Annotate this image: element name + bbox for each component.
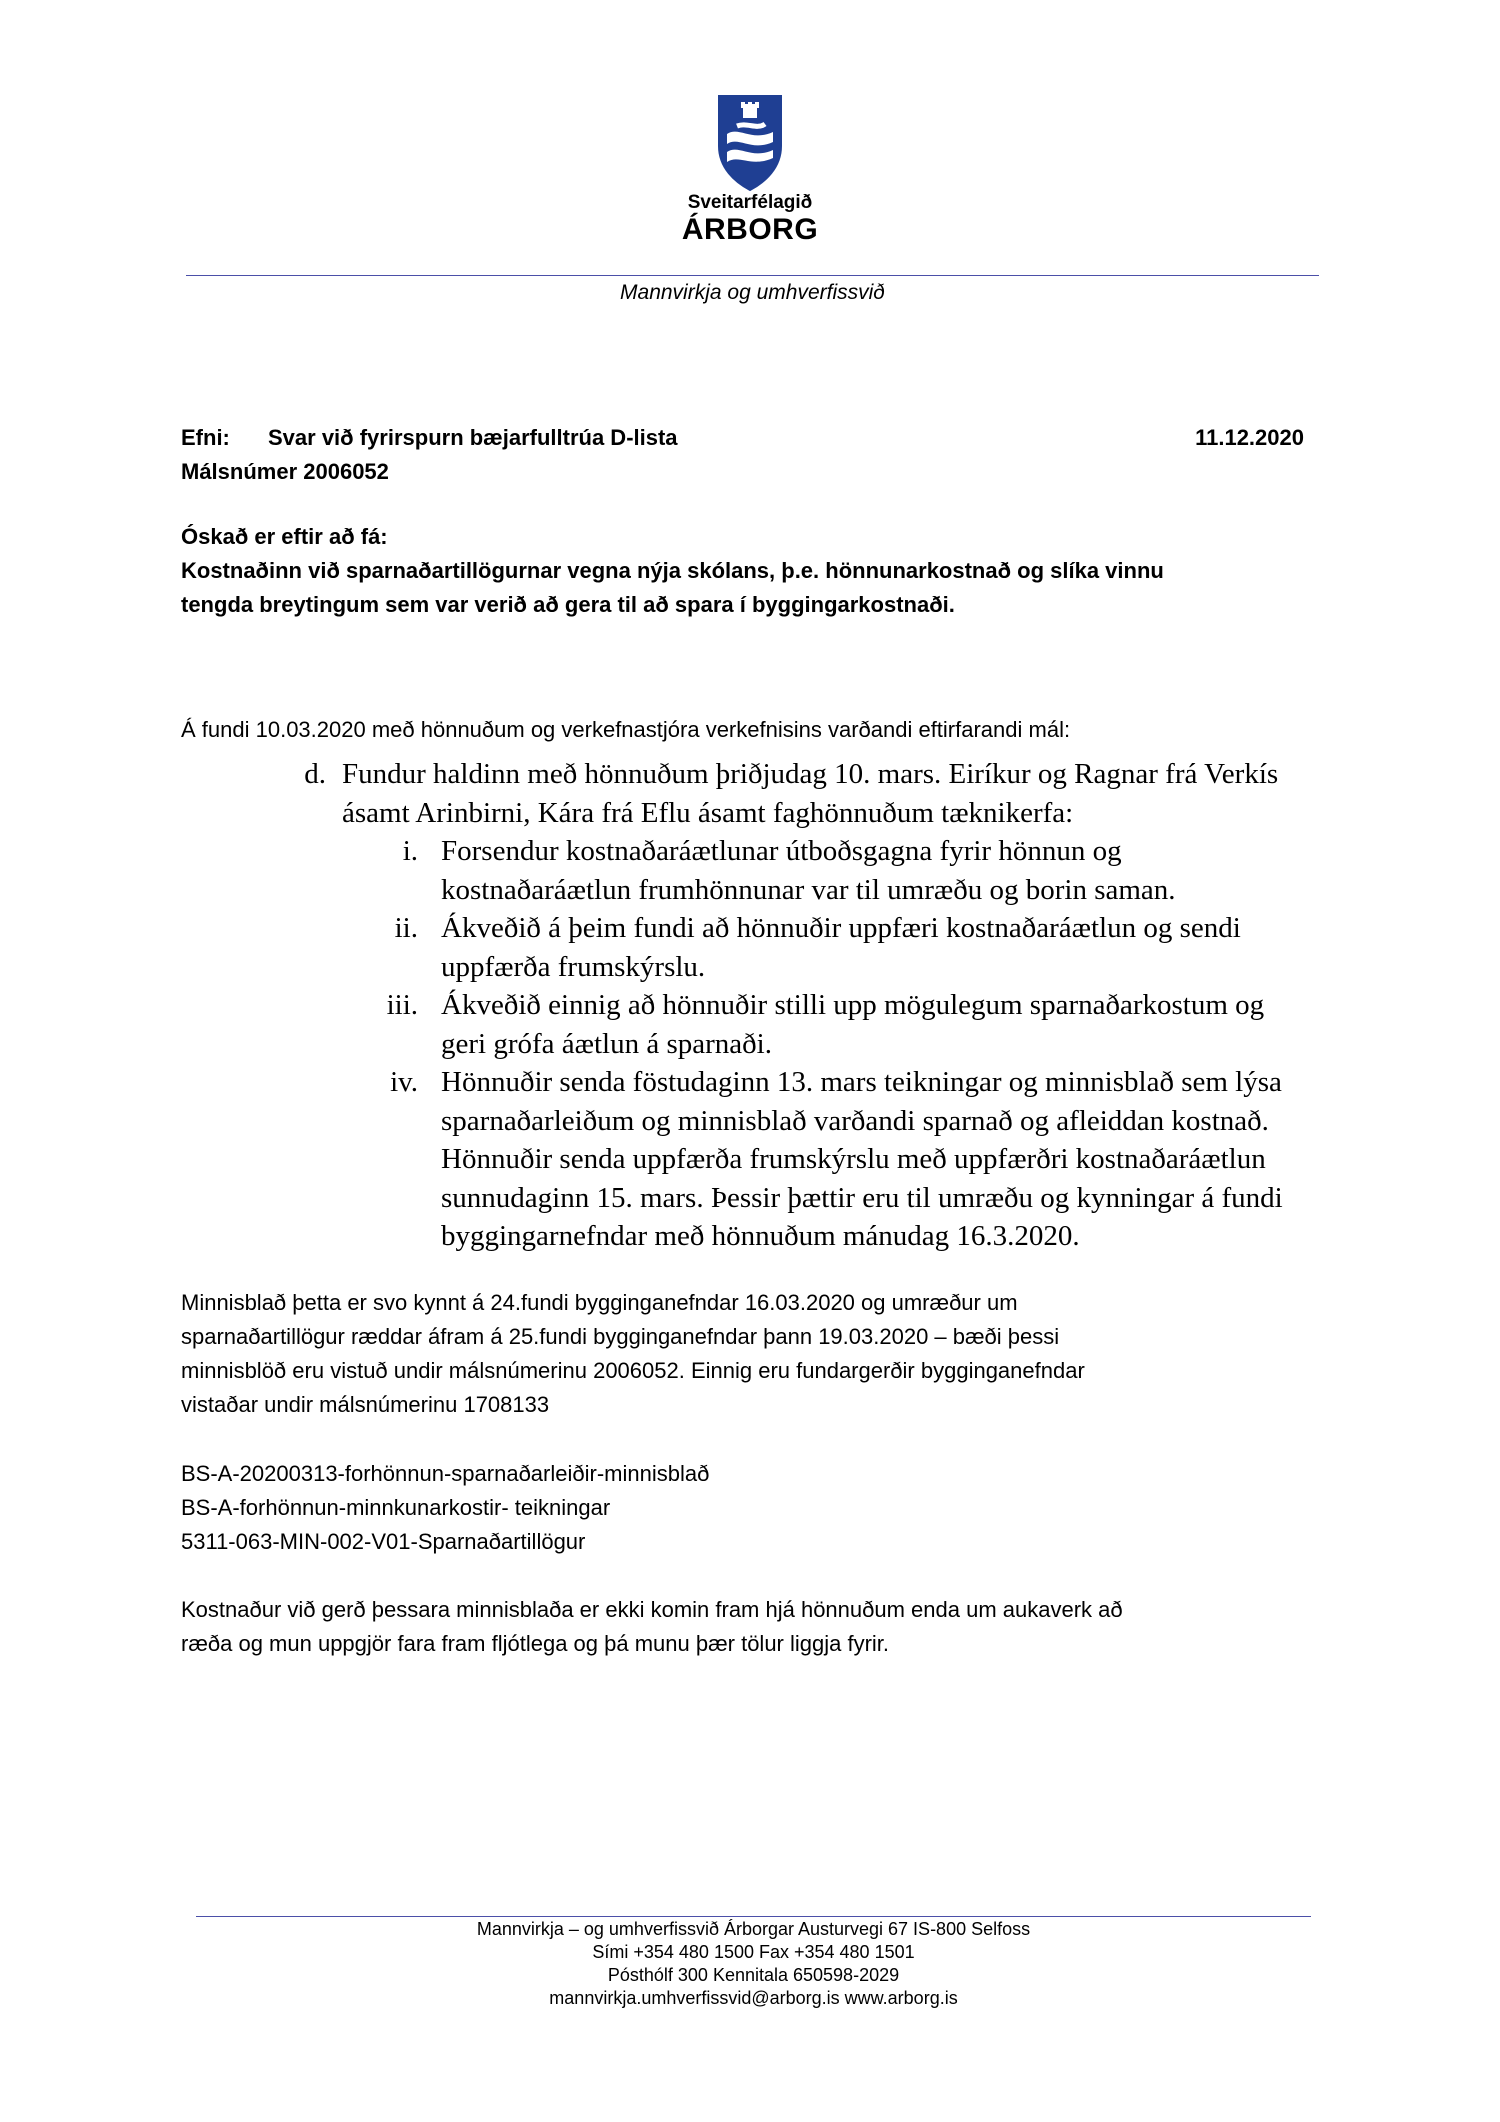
sublist-text: geri grófa áætlun á sparnaði. <box>441 1027 772 1060</box>
department-name: Mannvirkja og umhverfissvið <box>620 281 885 304</box>
sublist-text: Hönnuðir senda föstudaginn 13. mars teikningar og minnisblað sem lýsa <box>441 1066 1282 1098</box>
list-item-text: ásamt Arinbirni, Kára frá Eflu ásamt faghönnuðum tæknikerfa: <box>342 796 1074 829</box>
sublist-text: byggingarnefndar með hönnuðum mánudag 16.3.2020. <box>441 1220 1080 1252</box>
footer-phone: Sími +354 480 1500 Fax +354 480 1501 <box>592 1942 915 1962</box>
cost-paragraph-line: ræða og mun uppgjör fara fram fljótlega og þá munu þær tölur liggja fyrir. <box>181 1631 890 1656</box>
list-item-text: Fundur haldinn með hönnuðum þriðjudag 10. mars. Eiríkur og Ragnar frá Verkís <box>342 758 1279 790</box>
sublist-text: uppfærða frumskýrslu. <box>441 950 706 983</box>
sublist-text: kostnaðaráætlun frumhönnunar var til umræðu og borin saman. <box>441 873 1176 906</box>
request-line: Kostnaðinn við sparnaðartillögurnar vegna nýja skólans, þ.e. hönnunarkostnað og slíka vinnu <box>181 558 1164 583</box>
case-number: Málsnúmer 2006052 <box>181 459 389 484</box>
sublist-text: Ákveðið einnig að hönnuðir stilli upp mögulegum sparnaðarkostum og <box>441 989 1265 1021</box>
header-divider <box>186 275 1319 276</box>
list-item-label: d. <box>304 758 326 790</box>
footer-address: Mannvirkja – og umhverfissvið Árborgar Austurvegi 67 IS-800 Selfoss <box>476 1919 1031 1939</box>
memo-paragraph-line: vistaðar undir málsnúmerinu 1708133 <box>181 1392 550 1417</box>
meeting-intro: Á fundi 10.03.2020 með hönnuðum og verkefnastjóra verkefnisins varðandi eftirfarandi mál: <box>181 717 1071 742</box>
cost-paragraph-line: Kostnaður við gerð þessara minnisblaða er ekki komin fram hjá hönnuðum enda um aukaverk að <box>181 1597 1123 1622</box>
sublist-label: i. <box>402 835 418 867</box>
subject-label: Efni: <box>181 425 230 450</box>
request-line: tengda breytingum sem var verið að gera til að spara í byggingarkostnaði. <box>181 592 955 617</box>
sublist-label: ii. <box>394 912 418 944</box>
footer-postbox: Pósthólf 300 Kennitala 650598-2029 <box>607 1965 900 1985</box>
footer-contact: mannvirkja.umhverfissvid@arborg.is www.arborg.is <box>549 1988 958 2008</box>
file-name: BS-A-forhönnun-minnkunarkostir- teikningar <box>181 1495 611 1520</box>
memo-paragraph-line: Minnisblað þetta er svo kynnt á 24.fundi bygginganefndar 16.03.2020 og umræður um <box>181 1290 1018 1315</box>
org-name-line2: ÁRBORG <box>681 213 819 246</box>
org-name-line1: Sveitarfélagið <box>687 192 813 213</box>
arborg-coat-of-arms-logo <box>717 94 783 192</box>
sublist-label: iii. <box>386 989 418 1021</box>
sublist-label: iv. <box>390 1066 418 1098</box>
subject-text: Svar við fyrirspurn bæjarfulltrúa D-lista <box>268 425 678 450</box>
sublist-text: sparnaðarleiðum og minnisblað varðandi sparnað og afleiddan kostnað. <box>441 1104 1269 1137</box>
sublist-text: Hönnuðir senda uppfærða frumskýrslu með uppfærðri kostnaðaráætlun <box>441 1143 1266 1175</box>
file-name: BS-A-20200313-forhönnun-sparnaðarleiðir-minnisblað <box>181 1461 710 1486</box>
sublist-text: Forsendur kostnaðaráætlunar útboðsgagna fyrir hönnun og <box>441 835 1122 867</box>
file-name: 5311-063-MIN-002-V01-Sparnaðartillögur <box>181 1529 586 1554</box>
memo-paragraph-line: sparnaðartillögur ræddar áfram á 25.fundi bygginganefndar þann 19.03.2020 – bæði þessi <box>181 1324 1060 1349</box>
letter-date: 11.12.2020 <box>1195 425 1304 450</box>
memo-paragraph-line: minnisblöð eru vistuð undir málsnúmerinu 2006052. Einnig eru fundargerðir bygginganefndar <box>181 1358 1085 1383</box>
sublist-text: sunnudaginn 15. mars. Þessir þættir eru til umræðu og kynningar á fundi <box>441 1181 1283 1214</box>
request-heading: Óskað er eftir að fá: <box>181 524 388 549</box>
sublist-text: Ákveðið á þeim fundi að hönnuðir uppfæri kostnaðaráætlun og sendi <box>441 912 1241 944</box>
footer-divider <box>196 1916 1311 1917</box>
